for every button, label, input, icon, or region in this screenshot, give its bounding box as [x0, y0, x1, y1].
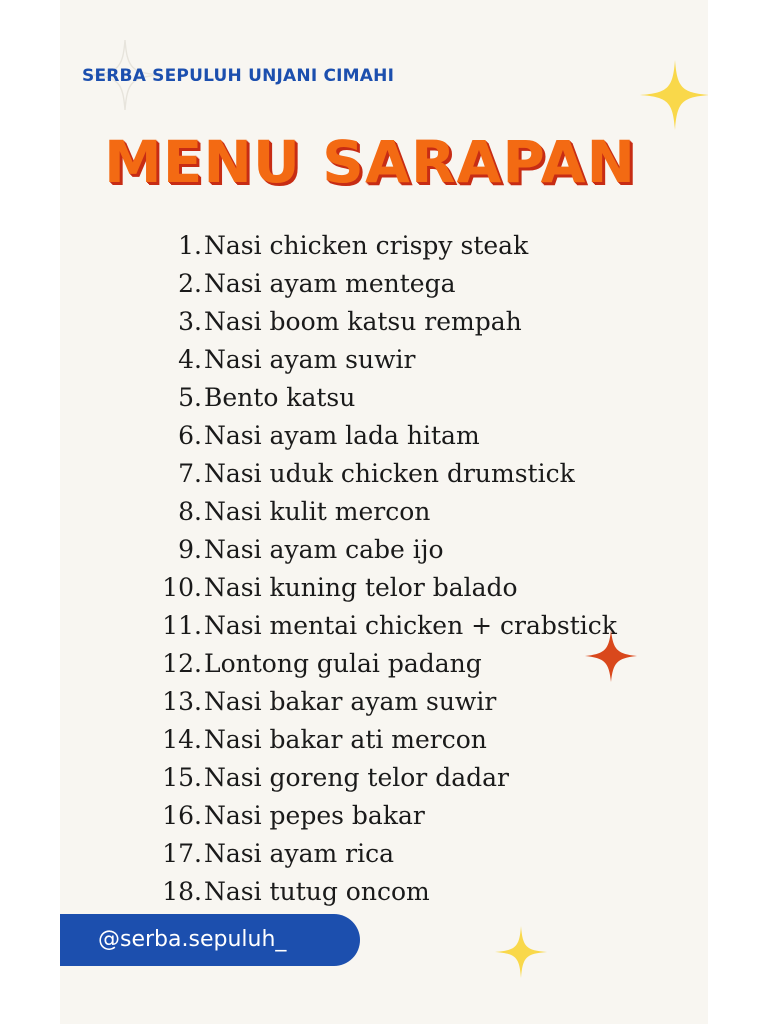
menu-item-number: 3.: [178, 306, 202, 336]
menu-item: [140, 606, 617, 644]
menu-item-name: Nasi kuning telor balado: [204, 572, 518, 602]
menu-poster: [60, 0, 708, 1024]
menu-item-name: Nasi ayam mentega: [204, 268, 456, 298]
menu-item-number: 18.: [162, 876, 202, 906]
menu-item-number: 14.: [162, 724, 202, 754]
menu-item-name: Nasi uduk chicken drumstick: [204, 458, 575, 488]
menu-item-number: 7.: [178, 458, 202, 488]
menu-item: [140, 758, 617, 796]
menu-item: [140, 416, 617, 454]
menu-item: [140, 796, 617, 834]
menu-item-name: Lontong gulai padang: [204, 648, 482, 678]
menu-item-number: 1.: [178, 230, 202, 260]
red-sparkle-icon: [585, 630, 637, 682]
page-title: MENU SARAPAN: [104, 128, 636, 196]
menu-item: [140, 568, 617, 606]
menu-item-number: 5.: [178, 382, 202, 412]
yellow-sparkle-icon: [640, 60, 708, 130]
menu-item-number: 17.: [162, 838, 202, 868]
menu-item: [140, 378, 617, 416]
menu-item: [140, 872, 617, 910]
menu-item-name: Nasi ayam suwir: [204, 344, 416, 374]
menu-item: [140, 340, 617, 378]
menu-item: [140, 834, 617, 872]
menu-item-number: 12.: [162, 648, 202, 678]
menu-item-number: 2.: [178, 268, 202, 298]
menu-item: [140, 302, 617, 340]
social-handle-badge[interactable]: @serba.sepuluh_: [60, 914, 360, 966]
menu-item: [140, 492, 617, 530]
menu-item-number: 15.: [162, 762, 202, 792]
menu-item: [140, 454, 617, 492]
menu-item-name: Bento katsu: [204, 382, 356, 412]
menu-item-number: 10.: [162, 572, 202, 602]
menu-item-name: Nasi goreng telor dadar: [204, 762, 509, 792]
menu-list: [140, 226, 617, 910]
menu-item-number: 13.: [162, 686, 202, 716]
menu-item-name: Nasi bakar ayam suwir: [204, 686, 497, 716]
menu-item: [140, 682, 617, 720]
menu-item-name: Nasi chicken crispy steak: [204, 230, 529, 260]
menu-item: [140, 720, 617, 758]
menu-item: [140, 226, 617, 264]
menu-item-name: Nasi bakar ati mercon: [204, 724, 487, 754]
brand-name: SERBA SEPULUH UNJANI CIMAHI: [82, 66, 395, 86]
menu-item-name: Nasi ayam cabe ijo: [204, 534, 444, 564]
menu-item: [140, 264, 617, 302]
menu-item: [140, 530, 617, 568]
menu-item-number: 4.: [178, 344, 202, 374]
menu-item-name: Nasi ayam lada hitam: [204, 420, 480, 450]
menu-item-name: Nasi ayam rica: [204, 838, 394, 868]
menu-item-name: Nasi pepes bakar: [204, 800, 425, 830]
menu-item-name: Nasi boom katsu rempah: [204, 306, 522, 336]
menu-item-name: Nasi mentai chicken + crabstick: [204, 610, 617, 640]
yellow-sparkle-icon: [495, 926, 547, 978]
menu-item-number: 6.: [178, 420, 202, 450]
menu-item-name: Nasi kulit mercon: [204, 496, 431, 526]
menu-item-name: Nasi tutug oncom: [204, 876, 430, 906]
menu-item-number: 9.: [178, 534, 202, 564]
menu-item-number: 11.: [162, 610, 202, 640]
menu-item-number: 16.: [162, 800, 202, 830]
menu-item-number: 8.: [178, 496, 202, 526]
menu-item: [140, 644, 617, 682]
